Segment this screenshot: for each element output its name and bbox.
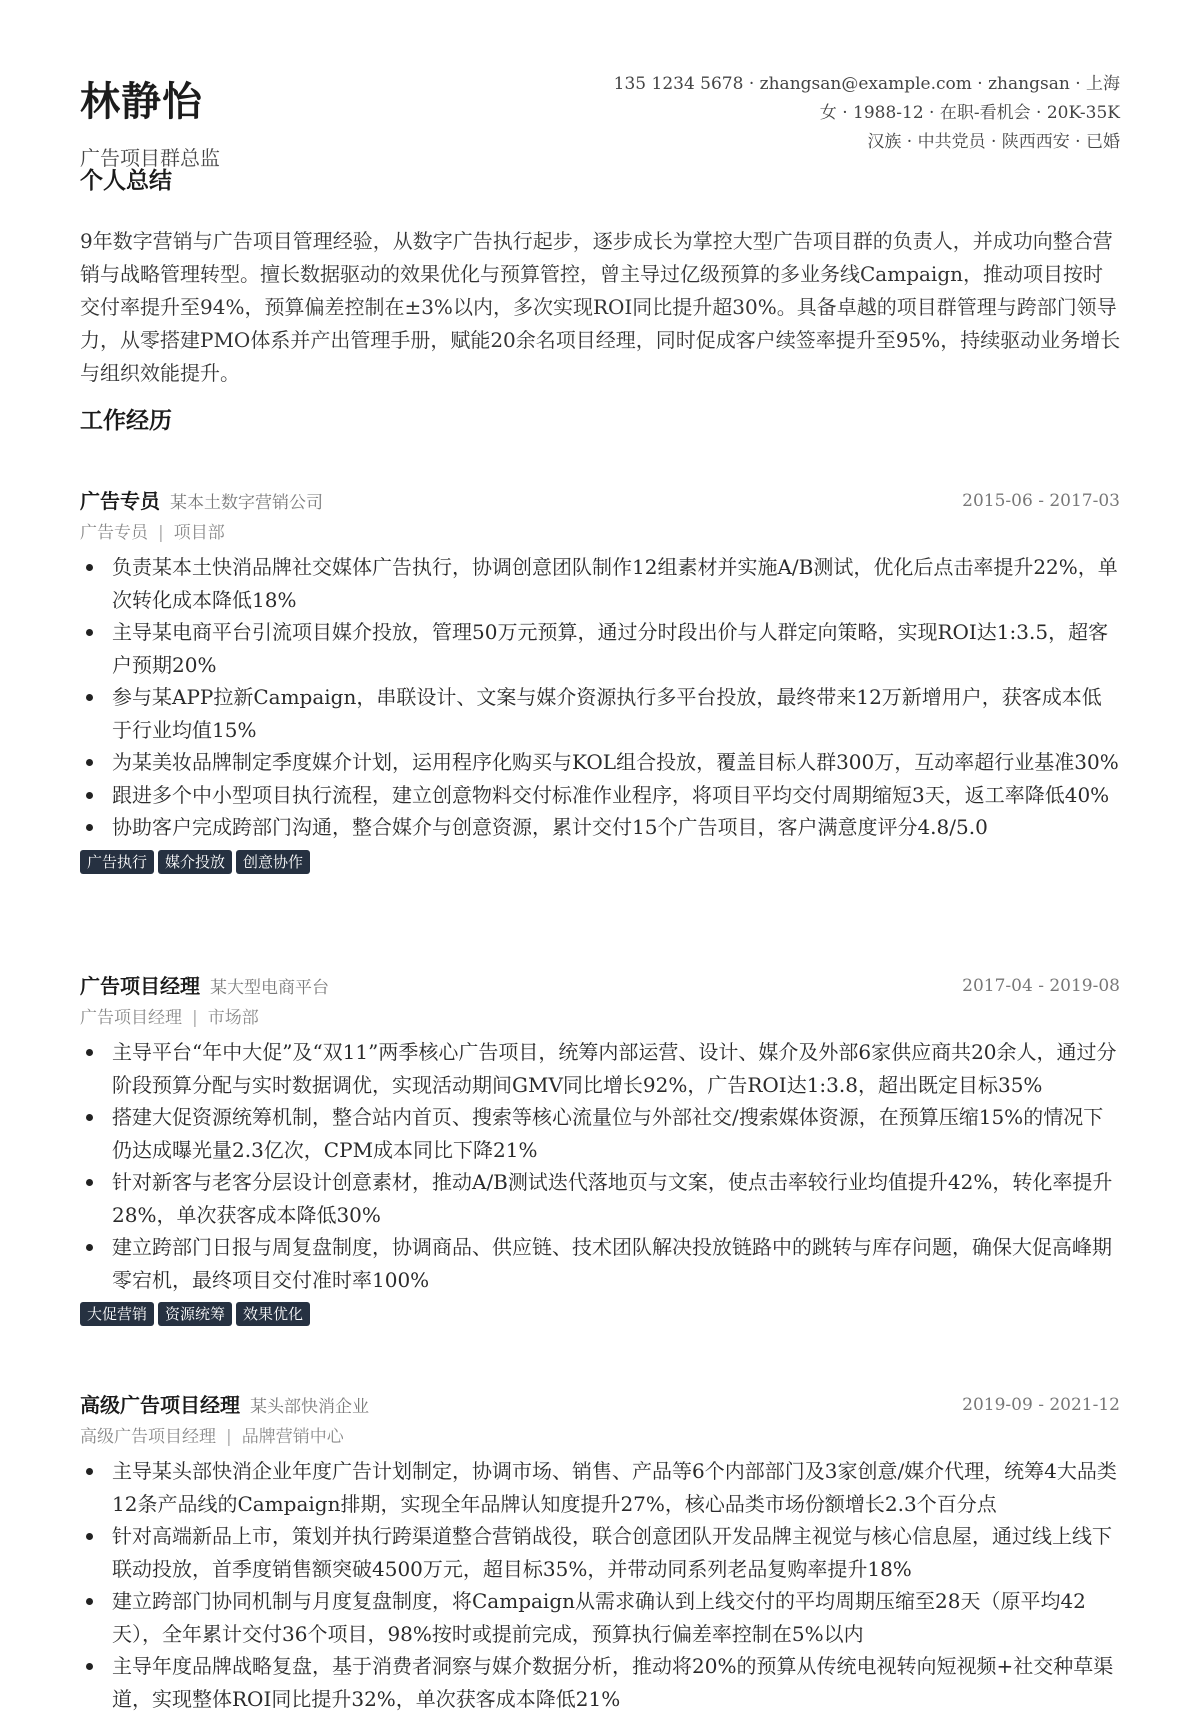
personal-info-line: 女 · 1988-12 · 在职-看机会 · 20K-35K: [819, 103, 1120, 123]
skill-tag: 大促营销: [80, 1302, 154, 1326]
job-role: 广告项目经理: [80, 974, 200, 998]
candidate-title: 广告项目群总监: [80, 146, 220, 170]
skill-tags: [80, 850, 1120, 878]
skill-tags: [80, 1302, 1120, 1330]
summary-text: 9年数字营销与广告项目管理经验，从数字广告执行起步，逐步成长为掌控大型广告项目群的负责人，并成功向整合营销与战略管理转型。擅长数据驱动的效果优化与预算管控，曾主导过亿级预算的多业务线Campaign，推动项目按时交付率提升至94%，预算偏差控制在±3%以内，多次实现ROI同比提升超30%。具备卓越的项目群管理与跨部门领导力，从零搭建PMO体系并产出管理手册，赋能20余名项目经理，同时促成客户续签率提升至95%，持续驱动业务增长与组织效能提升。: [80, 229, 1121, 385]
skill-tag: 创意协作: [236, 850, 310, 874]
job-date: 2015-06 - 2017-03: [962, 491, 1120, 511]
bullet-item: 建立跨部门协同机制与月度复盘制度，将Campaign从需求确认到上线交付的平均周期压缩至28天（原平均42天），全年累计交付36个项目，98%按时或提前完成，预算执行偏差率控制在5%以内: [80, 1585, 1120, 1650]
job-subtitle: [80, 517, 1120, 549]
skill-tag: 媒介投放: [158, 850, 232, 874]
job-position: 高级广告项目经理: [80, 1427, 216, 1447]
bullet-item: 主导某电商平台引流项目媒介投放，管理50万元预算，通过分时段出价与人群定向策略，实现ROI达1:3.5，超客户预期20%: [80, 616, 1120, 681]
job-department: 市场部: [207, 1008, 259, 1028]
bullet-item: 建立跨部门日报与周复盘制度，协调商品、供应链、技术团队解决投放链路中的跳转与库存问题，确保大促高峰期零宕机，最终项目交付准时率100%: [80, 1231, 1120, 1296]
skill-tag: 广告执行: [80, 850, 154, 874]
job-header: [80, 485, 1120, 517]
bullet-item: 负责某本土快消品牌社交媒体广告执行，协调创意团队制作12组素材并实施A/B测试，优化后点击率提升22%，单次转化成本降低18%: [80, 551, 1120, 616]
job-company: 某本土数字营销公司: [170, 493, 323, 513]
skill-tag: 资源统筹: [158, 1302, 232, 1326]
separator: |: [158, 523, 164, 543]
separator: |: [192, 1008, 198, 1028]
job-department: 品牌营销中心: [241, 1427, 344, 1447]
bullet-item: 主导某头部快消企业年度广告计划制定，协调市场、销售、产品等6个内部部门及3家创意/媒介代理，统筹4大品类12条产品线的Campaign排期，实现全年品牌认知度提升27%，核心品类市场份额增长2.3个百分点: [80, 1455, 1120, 1520]
job-role: 广告专员: [80, 489, 160, 513]
bullet-item: 主导年度品牌战略复盘，基于消费者洞察与媒介数据分析，推动将20%的预算从传统电视转向短视频+社交种草渠道，实现整体ROI同比提升32%，单次获客成本降低21%: [80, 1650, 1120, 1715]
background-info-line: 汉族 · 中共党员 · 陕西西安 · 已婚: [867, 132, 1120, 152]
job-subtitle: [80, 1002, 1120, 1034]
bullet-item: 针对高端新品上市，策划并执行跨渠道整合营销战役，联合创意团队开发品牌主视觉与核心信息屋，通过线上线下联动投放，首季度销售额突破4500万元，超目标35%，并带动同系列老品复购率提升18%: [80, 1520, 1120, 1585]
job-company: 某头部快消企业: [250, 1397, 369, 1417]
job-date: 2019-09 - 2021-12: [962, 1395, 1120, 1415]
candidate-name: 林静怡: [80, 78, 203, 125]
bullet-item: 参与某APP拉新Campaign，串联设计、文案与媒介资源执行多平台投放，最终带来12万新增用户，获客成本低于行业均值15%: [80, 681, 1120, 746]
job-entry: [80, 485, 1120, 878]
job-bullets: [80, 1036, 1120, 1296]
summary-heading: 个人总结: [80, 167, 172, 194]
job-bullets: [80, 551, 1120, 844]
job-position: 广告项目经理: [80, 1008, 182, 1028]
separator: |: [226, 1427, 232, 1447]
bullet-item: 针对新客与老客分层设计创意素材，推动A/B测试迭代落地页与文案，使点击率较行业均值提升42%，转化率提升28%，单次获客成本降低30%: [80, 1166, 1120, 1231]
bullet-item: 跟进多个中小型项目执行流程，建立创意物料交付标准作业程序，将项目平均交付周期缩短3天，返工率降低40%: [80, 779, 1120, 812]
bullet-item: 主导平台“年中大促”及“双11”两季核心广告项目，统筹内部运营、设计、媒介及外部6家供应商共20余人，通过分阶段预算分配与实时数据调优，实现活动期间GMV同比增长92%，广告ROI达1:3.8，超出既定目标35%: [80, 1036, 1120, 1101]
contact-info: [420, 70, 1120, 157]
job-role: 高级广告项目经理: [80, 1393, 240, 1417]
bullet-item: 协助客户完成跨部门沟通，整合媒介与创意资源，累计交付15个广告项目，客户满意度评分4.8/5.0: [80, 811, 1120, 844]
job-company: 某大型电商平台: [210, 978, 329, 998]
job-entry: [80, 1389, 1120, 1715]
job-bullets: [80, 1455, 1120, 1715]
job-department: 项目部: [173, 523, 225, 543]
experience-heading: 工作经历: [80, 407, 172, 434]
bullet-item: 为某美妆品牌制定季度媒介计划，运用程序化购买与KOL组合投放，覆盖目标人群300万，互动率超行业基准30%: [80, 746, 1120, 779]
job-header: [80, 970, 1120, 1002]
job-entry: [80, 970, 1120, 1330]
bullet-item: 搭建大促资源统筹机制，整合站内首页、搜索等核心流量位与外部社交/搜索媒体资源，在预算压缩15%的情况下仍达成曝光量2.3亿次，CPM成本同比下降21%: [80, 1101, 1120, 1166]
job-position: 广告专员: [80, 523, 148, 543]
job-date: 2017-04 - 2019-08: [962, 976, 1120, 996]
job-subtitle: [80, 1421, 1120, 1453]
contact-line: 135 1234 5678 · zhangsan@example.com · zhangsan · 上海: [613, 74, 1120, 94]
job-header: [80, 1389, 1120, 1421]
skill-tag: 效果优化: [236, 1302, 310, 1326]
